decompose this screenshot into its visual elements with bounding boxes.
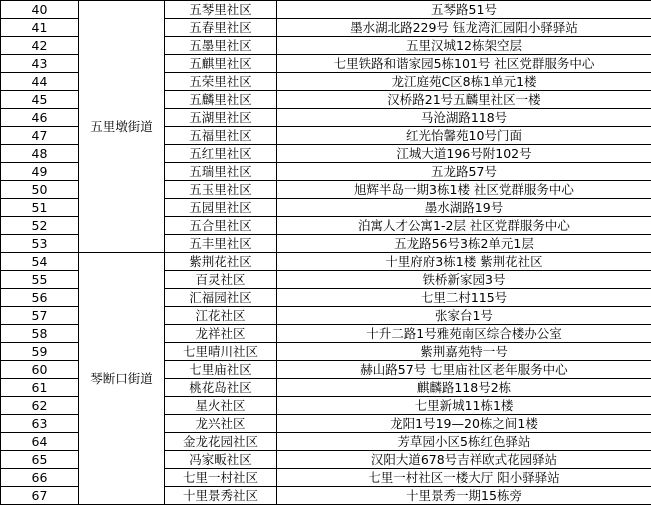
row-number: 64	[1, 433, 79, 451]
row-number: 40	[1, 1, 79, 19]
row-number: 50	[1, 181, 79, 199]
service-address: 墨水湖路19号	[277, 199, 651, 217]
community-name: 七里庙社区	[165, 361, 277, 379]
service-address: 泊寓人才公寓1-2层 社区党群服务中心	[277, 217, 651, 235]
row-number: 57	[1, 307, 79, 325]
row-number: 51	[1, 199, 79, 217]
row-number: 66	[1, 469, 79, 487]
service-address: 十升二路1号雅苑南区综合楼办公室	[277, 325, 651, 343]
community-name: 星火社区	[165, 397, 277, 415]
community-name: 紫荆花社区	[165, 253, 277, 271]
community-name: 金龙花园社区	[165, 433, 277, 451]
community-name: 龙兴社区	[165, 415, 277, 433]
service-address: 龙江庭苑C区8栋1单元1楼	[277, 73, 651, 91]
service-address: 马沧湖路118号	[277, 109, 651, 127]
row-number: 55	[1, 271, 79, 289]
service-address: 汉阳大道678号吉祥欧式花园驿站	[277, 451, 651, 469]
service-address: 铁桥新家园3号	[277, 271, 651, 289]
row-number: 59	[1, 343, 79, 361]
community-name: 百灵社区	[165, 271, 277, 289]
community-name: 五春里社区	[165, 19, 277, 37]
service-address: 龙阳1号19—20栋之间1楼	[277, 415, 651, 433]
row-number: 58	[1, 325, 79, 343]
service-address: 五琴路51号	[277, 1, 651, 19]
community-name: 五福里社区	[165, 127, 277, 145]
community-name: 冯家畈社区	[165, 451, 277, 469]
service-address: 五龙路57号	[277, 163, 651, 181]
community-name: 汇福园社区	[165, 289, 277, 307]
row-number: 67	[1, 487, 79, 505]
row-number: 46	[1, 109, 79, 127]
row-number: 60	[1, 361, 79, 379]
row-number: 45	[1, 91, 79, 109]
service-address: 五里汉城12栋架空层	[277, 37, 651, 55]
row-number: 54	[1, 253, 79, 271]
community-name: 五墨里社区	[165, 37, 277, 55]
service-address: 七里铁路和谐家园5栋101号 社区党群服务中心	[277, 55, 651, 73]
community-name: 五园里社区	[165, 199, 277, 217]
row-number: 65	[1, 451, 79, 469]
service-address: 七里新城11栋1楼	[277, 397, 651, 415]
table-row	[1, 253, 651, 271]
service-address: 麒麟路118号2栋	[277, 379, 651, 397]
service-address: 十里景秀一期15栋旁	[277, 487, 651, 505]
community-name: 五合里社区	[165, 217, 277, 235]
row-number: 43	[1, 55, 79, 73]
service-address: 五龙路56号3栋2单元1层	[277, 235, 651, 253]
row-number: 48	[1, 145, 79, 163]
community-name: 龙祥社区	[165, 325, 277, 343]
row-number: 41	[1, 19, 79, 37]
row-number: 44	[1, 73, 79, 91]
row-number: 61	[1, 379, 79, 397]
service-address: 十里府府3栋1楼 紫荆花社区	[277, 253, 651, 271]
service-address: 七里一村社区一楼大厅 阳小驿驿站	[277, 469, 651, 487]
community-name: 江花社区	[165, 307, 277, 325]
district-cell: 琴断口街道	[79, 253, 165, 505]
row-number: 42	[1, 37, 79, 55]
service-address: 汉桥路21号五麟里社区一楼	[277, 91, 651, 109]
community-name: 五琴里社区	[165, 1, 277, 19]
row-number: 47	[1, 127, 79, 145]
row-number: 62	[1, 397, 79, 415]
service-address: 张家台1号	[277, 307, 651, 325]
row-number: 56	[1, 289, 79, 307]
service-address: 七里二村115号	[277, 289, 651, 307]
community-name: 五荣里社区	[165, 73, 277, 91]
community-name: 七里一村社区	[165, 469, 277, 487]
community-name: 五红里社区	[165, 145, 277, 163]
service-address: 旭辉半岛一期3栋1楼 社区党群服务中心	[277, 181, 651, 199]
row-number: 63	[1, 415, 79, 433]
service-address: 江城大道196号附102号	[277, 145, 651, 163]
service-address: 墨水湖北路229号 钰龙湾汇园阳小驿驿站	[277, 19, 651, 37]
row-number: 49	[1, 163, 79, 181]
service-address: 芳草园小区5栋红色驿站	[277, 433, 651, 451]
community-name: 五瑞里社区	[165, 163, 277, 181]
community-name: 五湖里社区	[165, 109, 277, 127]
community-name: 五麟里社区	[165, 91, 277, 109]
community-name: 七里晴川社区	[165, 343, 277, 361]
community-name: 十里景秀社区	[165, 487, 277, 505]
service-address: 紫荆嘉苑特一号	[277, 343, 651, 361]
community-name: 五玉里社区	[165, 181, 277, 199]
row-number: 53	[1, 235, 79, 253]
table-row	[1, 1, 651, 19]
district-cell: 五里墩街道	[79, 1, 165, 253]
service-address: 赫山路57号 七里庙社区老年服务中心	[277, 361, 651, 379]
row-number: 52	[1, 217, 79, 235]
service-address: 红光怡馨苑10号门面	[277, 127, 651, 145]
community-name: 五麒里社区	[165, 55, 277, 73]
community-name: 五丰里社区	[165, 235, 277, 253]
community-name: 桃花岛社区	[165, 379, 277, 397]
